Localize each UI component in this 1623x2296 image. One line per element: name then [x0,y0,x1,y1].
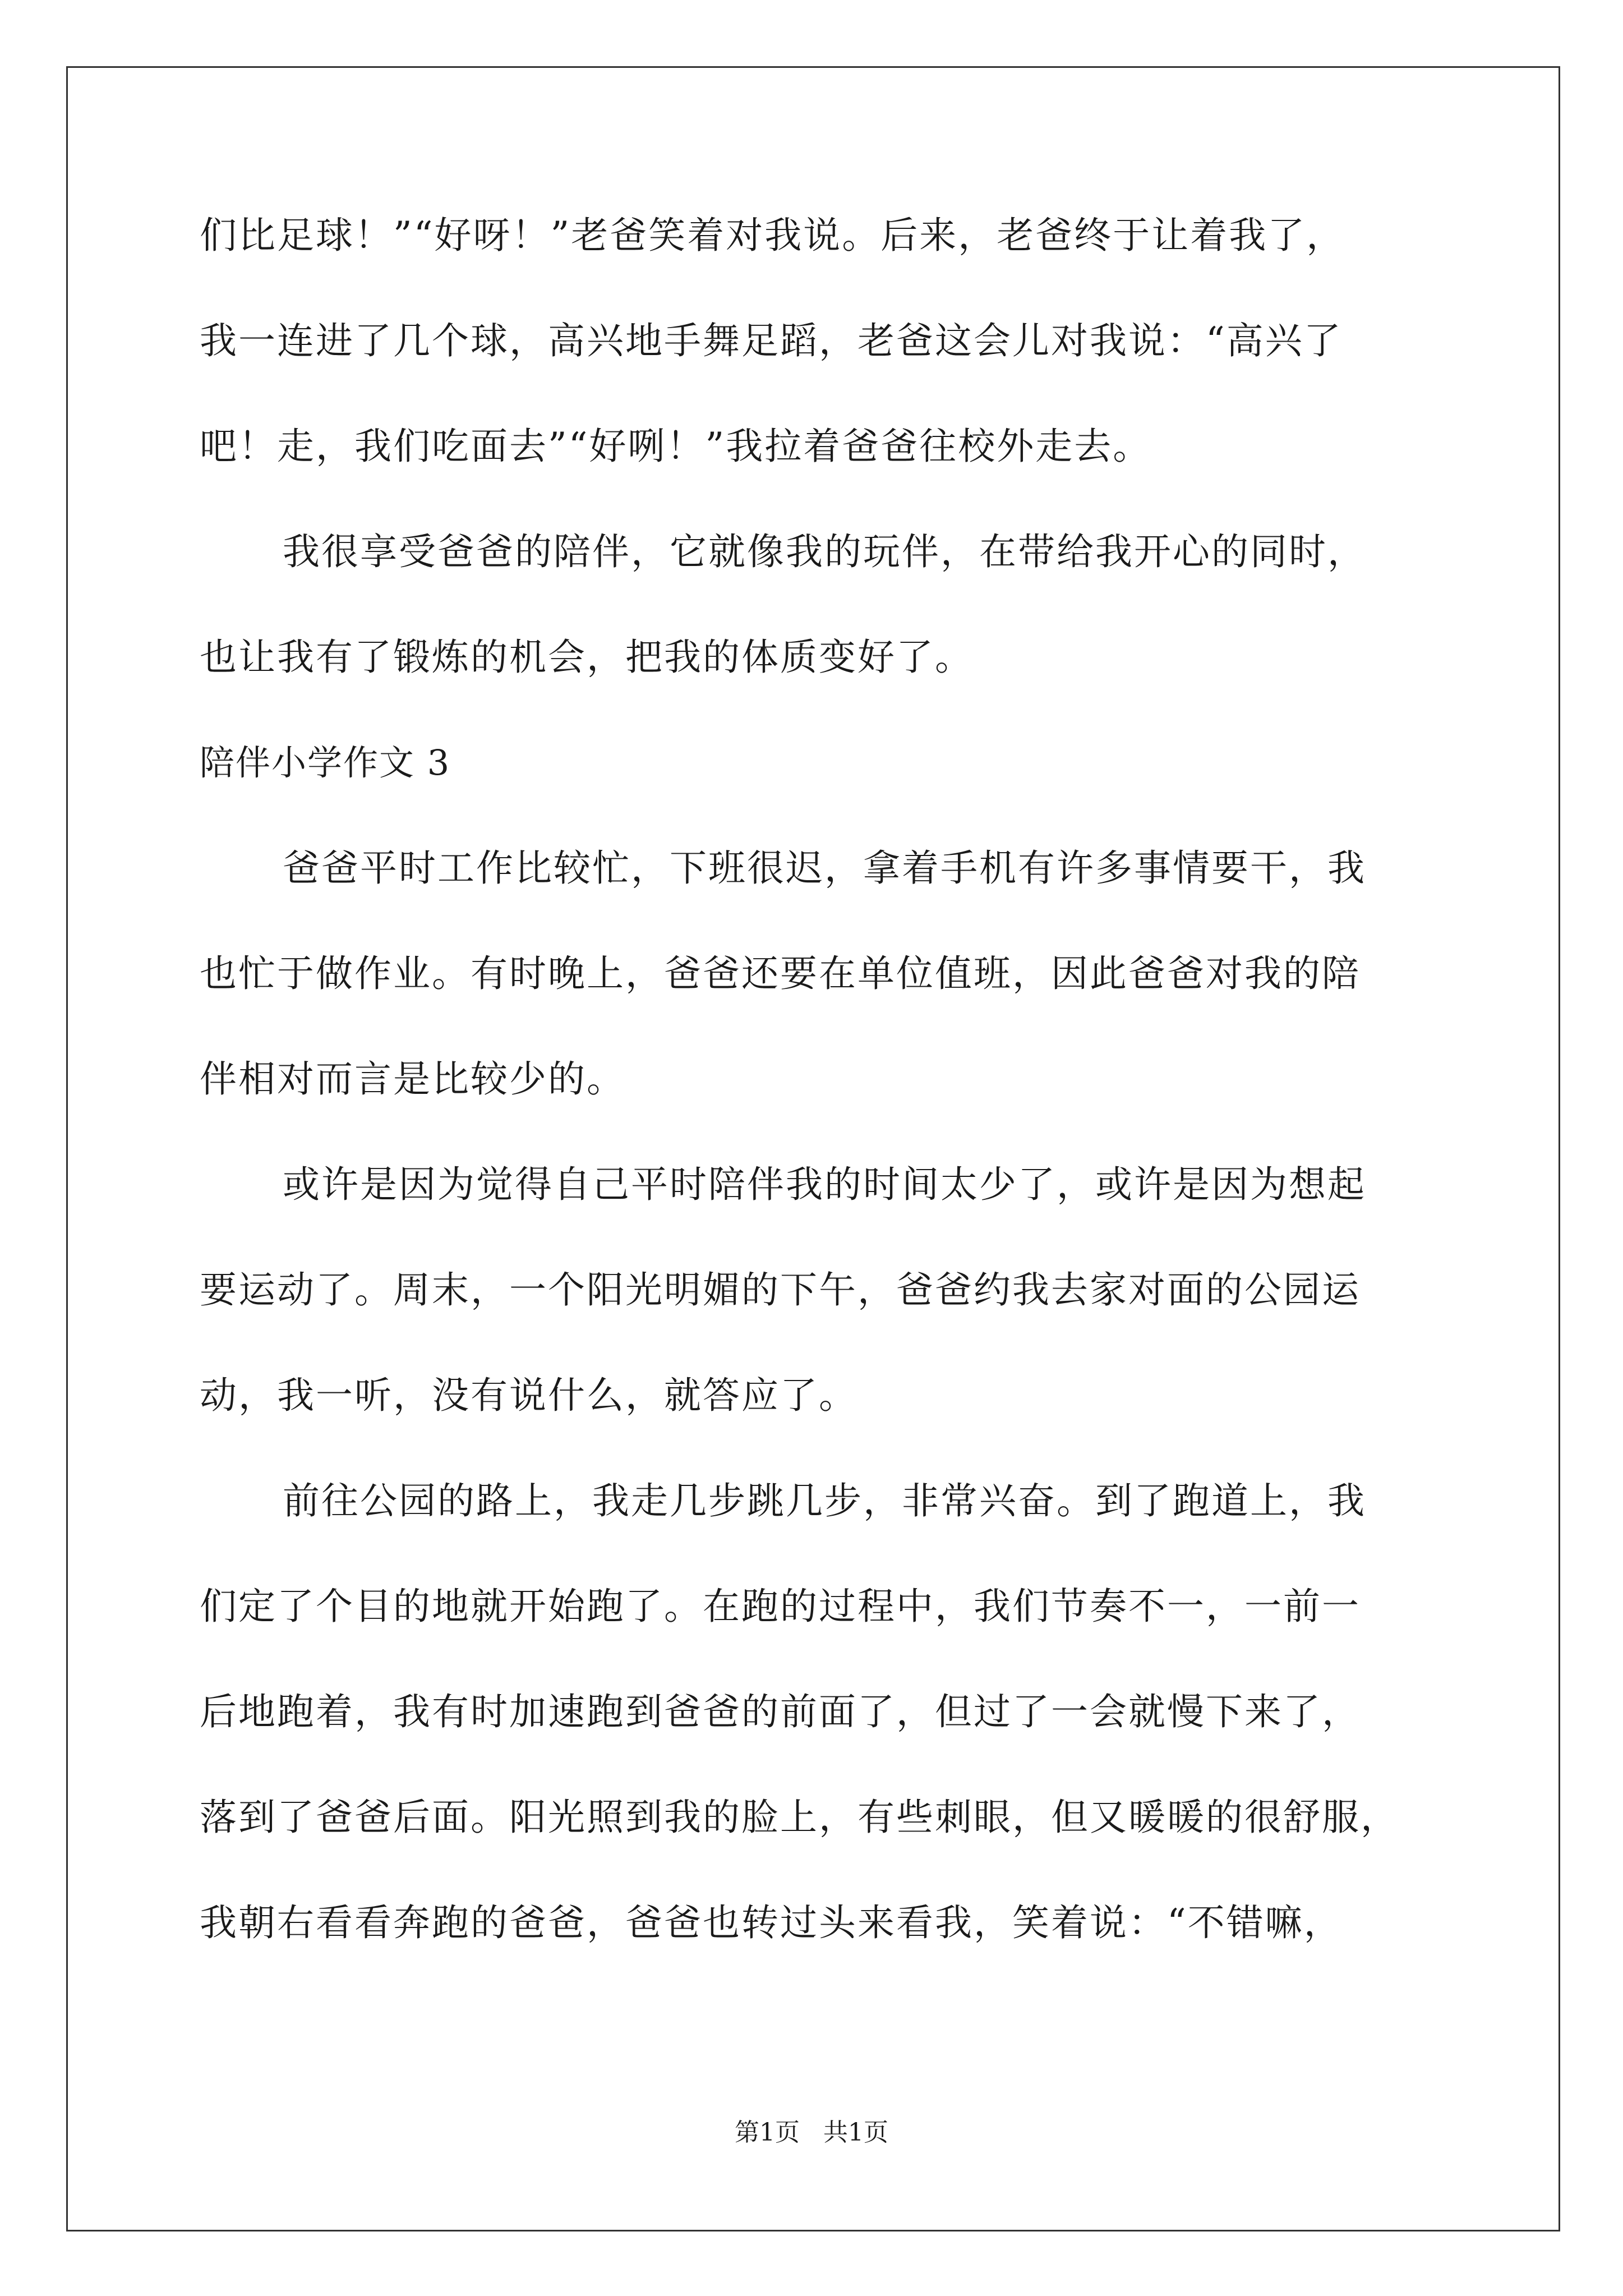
text-line: 或许是因为觉得自己平时陪伴我的时间太少了，或许是因为想起 [283,1163,1366,1206]
text-line: 们比足球！”“好呀！”老爸笑着对我说。后来，老爸终于让着我了， [200,214,1345,257]
text-line: 们定了个目的地就开始跑了。在跑的过程中，我们节奏不一，一前一 [200,1585,1361,1628]
text-line: 也忙于做作业。有时晚上，爸爸还要在单位值班，因此爸爸对我的陪 [200,952,1361,995]
text-line: 前往公园的路上，我走几步跳几步，非常兴奋。到了跑道上，我 [283,1479,1366,1522]
text-line: 爸爸平时工作比较忙，下班很迟，拿着手机有许多事情要干，我 [283,846,1366,890]
text-line: 要运动了。周末，一个阳光明媚的下午，爸爸约我去家对面的公园运 [200,1268,1361,1312]
text-line: 我朝右看看奔跑的爸爸，爸爸也转过头来看我，笑着说：“不错嘛， [200,1901,1343,1944]
page-footer: 第1页 共1页 [735,2118,888,2147]
text-line: 动，我一听，没有说什么，就答应了。 [200,1374,857,1417]
text-line: 也让我有了锻炼的机会，把我的体质变好了。 [200,636,974,679]
document-body [200,208,1433,2000]
text-line: 落到了爸爸后面。阳光照到我的脸上，有些刺眼，但又暖暖的很舒服， [200,1796,1399,1839]
section-heading: 陪伴小学作文 3 [200,742,451,783]
text-line: 伴相对而言是比较少的。 [200,1057,625,1101]
text-line: 吧！走，我们吃面去”“好咧！”我拉着爸爸往校外走去。 [200,425,1152,468]
text-line: 我很享受爸爸的陪伴，它就像我的玩伴，在带给我开心的同时， [283,530,1366,573]
text-line: 后地跑着，我有时加速跑到爸爸的前面了，但过了一会就慢下来了， [200,1690,1361,1733]
text-line: 我一连进了几个球，高兴地手舞足蹈，老爸这会儿对我说：“高兴了 [200,319,1343,362]
